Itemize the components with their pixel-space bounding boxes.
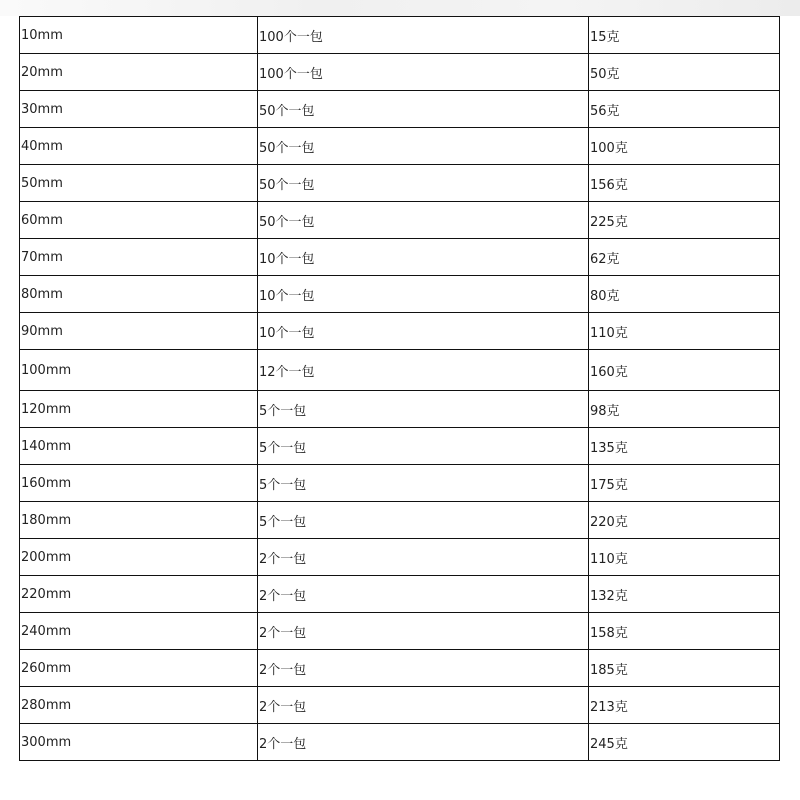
- table-row: [20, 165, 780, 202]
- weight-cell: 160克: [589, 350, 780, 391]
- weight-cell: 225克: [589, 202, 780, 239]
- size-cell: 260mm: [20, 650, 258, 687]
- size-cell: 50mm: [20, 165, 258, 202]
- table-row: [20, 91, 780, 128]
- table-row: [20, 128, 780, 165]
- weight-cell: 135克: [589, 428, 780, 465]
- size-cell: 60mm: [20, 202, 258, 239]
- size-cell: 70mm: [20, 239, 258, 276]
- size-cell: 120mm: [20, 391, 258, 428]
- table-row: [20, 313, 780, 350]
- size-cell: 80mm: [20, 276, 258, 313]
- top-shadow-band: [0, 0, 800, 16]
- size-cell: 220mm: [20, 576, 258, 613]
- size-cell: 100mm: [20, 350, 258, 391]
- weight-cell: 220克: [589, 502, 780, 539]
- size-cell: 300mm: [20, 724, 258, 761]
- pack-cell: 2个一包: [258, 650, 589, 687]
- pack-cell: 12个一包: [258, 350, 589, 391]
- pack-cell: 100个一包: [258, 54, 589, 91]
- pack-cell: 50个一包: [258, 91, 589, 128]
- pack-cell: 2个一包: [258, 687, 589, 724]
- pack-cell: 50个一包: [258, 165, 589, 202]
- pack-cell: 5个一包: [258, 391, 589, 428]
- table-row: [20, 350, 780, 391]
- weight-cell: 100克: [589, 128, 780, 165]
- pack-cell: 2个一包: [258, 724, 589, 761]
- size-cell: 30mm: [20, 91, 258, 128]
- weight-cell: 56克: [589, 91, 780, 128]
- table-row: [20, 613, 780, 650]
- pack-cell: 5个一包: [258, 502, 589, 539]
- pack-cell: 10个一包: [258, 313, 589, 350]
- pack-cell: 2个一包: [258, 613, 589, 650]
- pack-cell: 5个一包: [258, 465, 589, 502]
- weight-cell: 213克: [589, 687, 780, 724]
- size-cell: 40mm: [20, 128, 258, 165]
- pack-cell: 10个一包: [258, 239, 589, 276]
- table-row: [20, 428, 780, 465]
- table-row: [20, 724, 780, 761]
- weight-cell: 158克: [589, 613, 780, 650]
- size-cell: 20mm: [20, 54, 258, 91]
- weight-cell: 15克: [589, 17, 780, 54]
- weight-cell: 132克: [589, 576, 780, 613]
- weight-cell: 110克: [589, 313, 780, 350]
- weight-cell: 156克: [589, 165, 780, 202]
- table-row: [20, 576, 780, 613]
- spec-table: [19, 16, 780, 761]
- table-row: [20, 276, 780, 313]
- size-cell: 280mm: [20, 687, 258, 724]
- size-cell: 90mm: [20, 313, 258, 350]
- pack-cell: 50个一包: [258, 128, 589, 165]
- size-cell: 200mm: [20, 539, 258, 576]
- weight-cell: 175克: [589, 465, 780, 502]
- weight-cell: 98克: [589, 391, 780, 428]
- table-row: [20, 391, 780, 428]
- weight-cell: 185克: [589, 650, 780, 687]
- weight-cell: 50克: [589, 54, 780, 91]
- table-row: [20, 17, 780, 54]
- size-cell: 160mm: [20, 465, 258, 502]
- pack-cell: 10个一包: [258, 276, 589, 313]
- pack-cell: 5个一包: [258, 428, 589, 465]
- pack-cell: 2个一包: [258, 576, 589, 613]
- weight-cell: 110克: [589, 539, 780, 576]
- size-cell: 180mm: [20, 502, 258, 539]
- table-row: [20, 54, 780, 91]
- spec-table-body: [20, 17, 780, 761]
- pack-cell: 100个一包: [258, 17, 589, 54]
- size-cell: 10mm: [20, 17, 258, 54]
- pack-cell: 2个一包: [258, 539, 589, 576]
- table-row: [20, 650, 780, 687]
- weight-cell: 62克: [589, 239, 780, 276]
- pack-cell: 50个一包: [258, 202, 589, 239]
- size-cell: 140mm: [20, 428, 258, 465]
- table-row: [20, 502, 780, 539]
- size-cell: 240mm: [20, 613, 258, 650]
- weight-cell: 245克: [589, 724, 780, 761]
- table-row: [20, 202, 780, 239]
- table-row: [20, 539, 780, 576]
- weight-cell: 80克: [589, 276, 780, 313]
- table-row: [20, 465, 780, 502]
- table-row: [20, 239, 780, 276]
- table-row: [20, 687, 780, 724]
